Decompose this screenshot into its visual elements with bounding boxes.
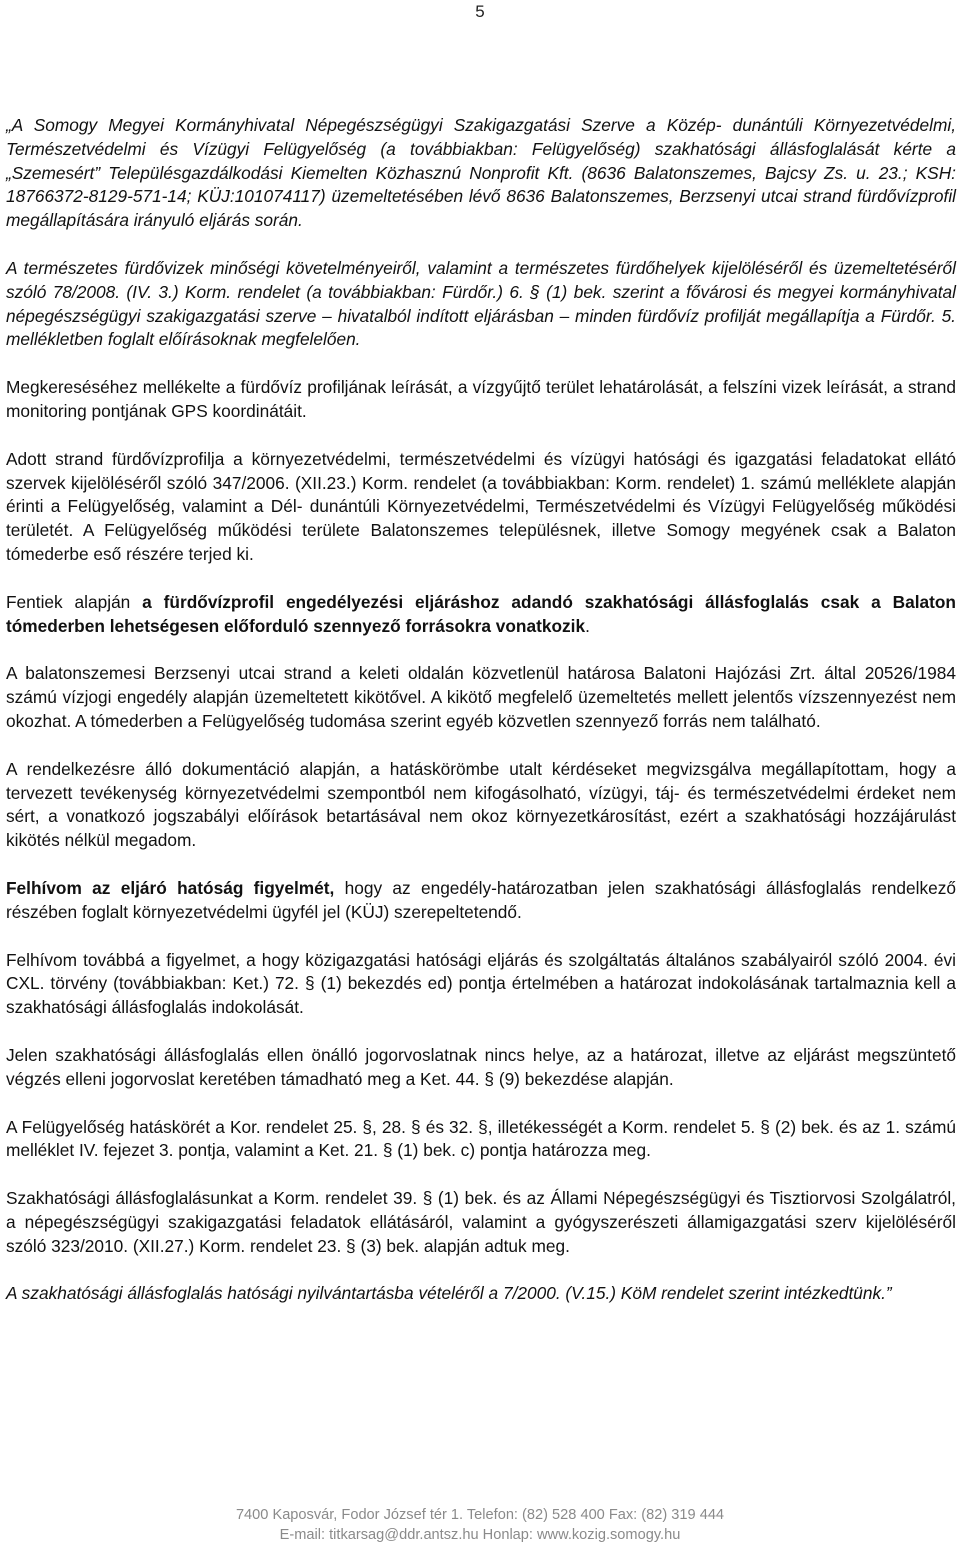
scope-bold-text: a fürdővízprofil engedélyezési eljáráshoz adandó szakhatósági állásfoglalás csak a Balaton tómederben lehetségesen előforduló szennyező forrásokra vonatkozik bbox=[6, 591, 956, 636]
paragraph-port: A balatonszemesi Berzsenyi utcai strand a keleti oldalán közvetlenül határosa Balatoni Hajózási Zrt. által 20526/1984 számú vízjogi engedély alapján üzemeltetett kikötővel. A kikötő megfelelő üzemeltetés mellett jelentős vízszennyezést nem okozhat. A tómederben a Felügyelőség tudomása szerint egyéb közvetlen szennyező forrás nem található. bbox=[6, 663, 956, 731]
paragraph-authority-basis: Szakhatósági állásfoglalásunkat a Korm. rendelet 39. § (1) bek. és az Állami Népegészségügyi és Tisztiorvosi Szolgálatról, a népegészségügyi szakigazgatási feladatok ellátásáról, valamint a gyógyszerészeti államigazgatási szerv kijelöléséről szóló 323/2010. (XII.27.) Korm. rendelet 23. § (3) bek. alapján adtuk meg. bbox=[6, 1188, 956, 1256]
footer-address: 7400 Kaposvár, Fodor József tér 1. Telefon: (82) 528 400 Fax: (82) 319 444 bbox=[235, 1507, 725, 1523]
paragraph-scope bbox=[6, 591, 956, 639]
notice-text: hogy az engedély-határozatban jelen szakhatósági állásfoglalás rendelkező részében foglalt környezetvédelmi ügyfél jel (KÜJ) szerepeltetendő. bbox=[6, 877, 956, 922]
page-number: 5 bbox=[475, 2, 485, 21]
paragraph-competence: A Felügyelőség hatáskörét a Kor. rendelet 25. §, 28. § és 32. §, illetékességét a Korm. rendelet 5. § (2) bek. és az 1. számú melléklet IV. fejezet 3. pontja, valamint a Ket. 21. § (1) bek. c) pontja határozza meg. bbox=[6, 1116, 956, 1161]
paragraph-further-notice: Felhívom továbbá a figyelmet, a hogy közigazgatási hatósági eljárás és szolgáltatás általános szabályairól szóló 2004. évi CXL. törvény (továbbiakban: Ket.) 72. § (1) bekezdés ed) pontja értelmében a határozat indokolásának tartalmaznia kell a szakhatósági állásfoglalás indokolását. bbox=[6, 949, 956, 1018]
scope-end-text: . bbox=[585, 615, 590, 636]
paragraph-notice bbox=[6, 877, 956, 925]
paragraph-request-summary: „A Somogy Megyei Kormányhivatal Népegészségügyi Szakigazgatási Szerve a Közép- dunántúli Környezetvédelmi, Természetvédelmi és Vízügyi Felügyelőség (a továbbiakban: Felügyelőség) szakhatósági állásfoglalását kérte a „Szemesért” Településgazdálkodási Kiemelten Közhasznú Nonprofit Kft. (8636 Balatonszemes, Bajcsy Zs. u. 23.; KSH: 18766372-8129-571-14; KÜJ:101074117) üzemeltetésében lévő 8636 Balatonszemes, Berzsenyi utcai strand fürdővízprofil megállapítására irányuló eljárás során. bbox=[6, 115, 956, 231]
document-body bbox=[6, 114, 956, 1330]
paragraph-jurisdiction: Adott strand fürdővízprofilja a környezetvédelmi, természetvédelmi és vízügyi hatósági és igazgatási feladatokat ellátó szervek kijelöléséről szóló 347/2006. (XII.23.) Korm. rendelet (a továbbiakban: Korm. rendelet) 1. számú melléklete alapján érinti a Felügyelőség, valamint a Dél- dunántúli Környezetvédelmi, Természetvédelmi és Vízügyi Felügyelőség működési területét. A Felügyelőség működési területe Balatonszemes településnek, illetve Somogy megyének csak a Balaton tómederbe eső részére terjed ki. bbox=[6, 448, 956, 564]
paragraph-decision: A rendelkezésre álló dokumentáció alapján, a hatáskörömbe utalt kérdéseket megvizsgálva megállapítottam, hogy a tervezett tevékenység környezetvédelmi szempontból nem kifogásolható, vízügyi, táj- és természetvédelmi érdeket nem sért, a vonatkozó jogszabályi előírások betartásával nem okoz környezetkárosítást, ezért a szakhatósági hozzájárulást kikötés nélkül megadom. bbox=[6, 758, 956, 851]
paragraph-registration: A szakhatósági állásfoglalás hatósági nyilvántartásba vételéről a 7/2000. (V.15.) KöM rendelet szerint intézkedtünk.” bbox=[6, 1283, 892, 1304]
paragraph-attachments: Megkereséséhez mellékelte a fürdővíz profiljának leírását, a vízgyűjtő terület lehatárolását, a felszíni vizek leírását, a strand monitoring pontjának GPS koordinátáit. bbox=[6, 377, 956, 421]
scope-lead-text: Fentiek alapján bbox=[6, 591, 143, 612]
footer-contact: E-mail: titkarsag@ddr.antsz.hu Honlap: www.kozig.somogy.hu bbox=[279, 1527, 681, 1543]
paragraph-remedy: Jelen szakhatósági állásfoglalás ellen önálló jogorvoslatnak nincs helye, az a határozat, illetve az eljárást megszüntető végzés elleni jogorvoslat keretében támadható meg a Ket. 44. § (9) bekezdése alapján. bbox=[6, 1044, 956, 1089]
notice-bold-text: Felhívom az eljáró hatóság figyelmét, bbox=[6, 877, 335, 898]
paragraph-legal-basis: A természetes fürdővizek minőségi követelményeiről, valamint a természetes fürdőhelyek kijelöléséről és üzemeltetéséről szóló 78/2008. (IV. 3.) Korm. rendelet (a továbbiakban: Fürdőr.) 6. § (1) bek. szerint a fővárosi és megyei kormányhivatal népegészségügyi szakigazgatási szerve – hivatalból indított eljárásban – minden fürdővíz profilját megállapítja a Fürdőr. 5. mellékletben foglalt előírásoknak megfelelően. bbox=[6, 257, 956, 350]
